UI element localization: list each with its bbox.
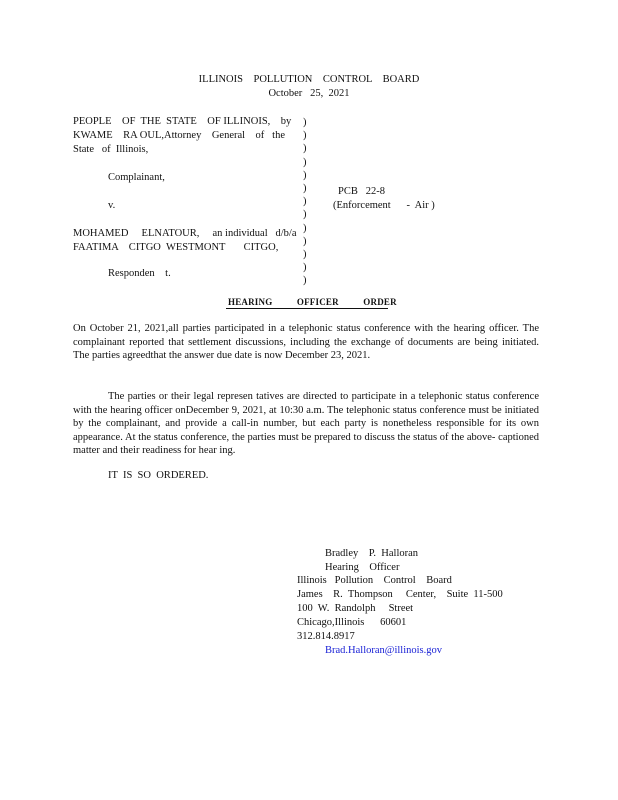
signer-email-link[interactable]: Brad.Halloran@illinois.gov (325, 645, 442, 656)
signer-agency: Illinois Pollution Control Board (297, 575, 452, 586)
plaintiff-line-2: KWAME RA OUL,Attorney General of the (73, 130, 285, 141)
signer-role: Hearing Officer (325, 562, 400, 573)
title-underline (226, 308, 388, 309)
order-date: October 25, 2021 (268, 88, 350, 99)
signer-phone: 312.814.8917 (297, 631, 355, 642)
order-title: HEARING OFFICER ORDER (228, 297, 397, 307)
bracket: ) (303, 275, 307, 287)
bracket: ) (303, 209, 307, 221)
complainant-label: Complainant, (108, 172, 165, 183)
respondent-line-1: MOHAMED ELNATOUR, an individual d/b/a (73, 228, 297, 239)
case-number: PCB 22-8 (338, 186, 385, 197)
signer-name: Bradley P. Halloran (325, 548, 419, 559)
bracket: ) (303, 156, 307, 168)
bracket: ) (303, 183, 307, 195)
bracket: ) (303, 117, 307, 128)
closing-order: IT IS SO ORDERED. (108, 470, 209, 481)
plaintiff-line-3: State of Illinois, (73, 144, 149, 155)
paragraph-status-conference: On October 21, 2021,all parties participated in a telephonic status conference with the hearing officer. The complainant reported that settlement discussions, including the exchange of documents are being initiated. The parties agreedthat the answer due date is now December 23, 2021. (73, 323, 539, 361)
versus-label: v. (108, 200, 116, 211)
signer-street: 100 W. Randolph Street (297, 603, 414, 614)
bracket: ) (303, 169, 307, 181)
bracket: ) (303, 222, 307, 234)
bracket: ) (303, 143, 307, 155)
respondent-label: Responden t. (108, 268, 171, 279)
signer-city: Chicago,Illinois 60601 (297, 617, 407, 628)
signer-building: James R. Thompson Center, Suite 11-500 (297, 589, 503, 600)
plaintiff-line-1: PEOPLE OF THE STATE OF ILLINOIS, by (73, 116, 292, 127)
respondent-line-2: FAATIMA CITGO WESTMONT CITGO, (73, 242, 279, 253)
agency-heading: ILLINOIS POLLUTION CONTROL BOARD (198, 74, 420, 85)
bracket: ) (303, 235, 307, 247)
bracket: ) (303, 196, 307, 208)
bracket: ) (303, 262, 307, 274)
case-type: (Enforcement - Air ) (333, 200, 435, 211)
bracket: ) (303, 249, 307, 261)
caption-brackets (303, 116, 307, 288)
paragraph-directive: The parties or their legal represen tatives are directed to participate in a telephonic status conference with the hearing officer onDecember 9, 2021, at 10:30 a.m. The telephonic status conference must be initiated by the complainant, and provide a call-in number, but each party is nonetheless responsible for its own appearance. At the status conference, the parties must be prepared to discuss the status of the above- captioned matter and their readiness for hear ing. (73, 391, 539, 456)
bracket: ) (303, 130, 307, 142)
